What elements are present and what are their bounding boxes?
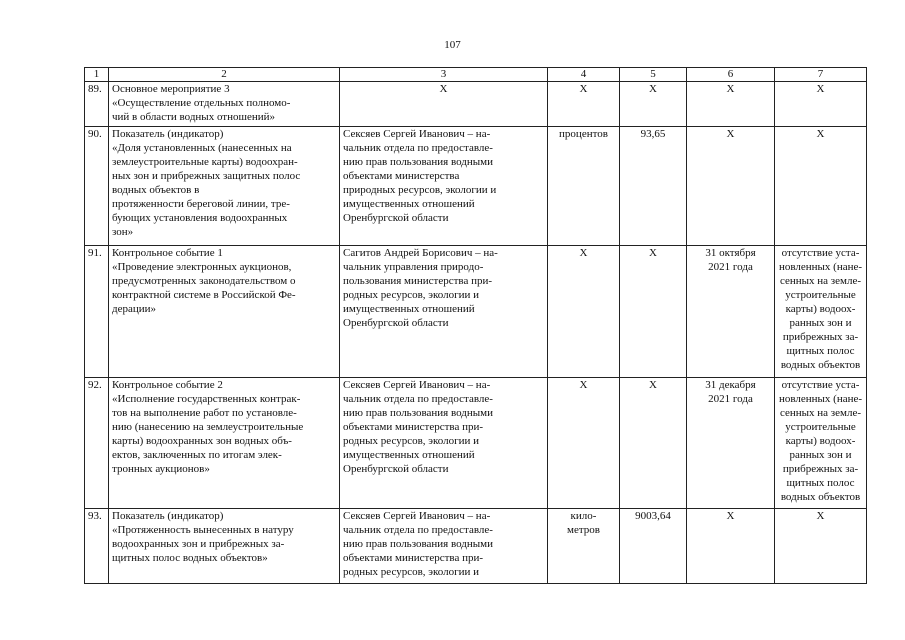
page-number: 107	[444, 39, 461, 51]
row-responsible: Х	[340, 82, 548, 127]
column-number: 4	[548, 68, 620, 82]
column-number: 6	[687, 68, 775, 82]
row-result: Х	[775, 127, 867, 246]
row-value: 93,65	[620, 127, 687, 246]
row-date: Х	[687, 509, 775, 584]
row-number: 92.	[85, 378, 109, 509]
column-number: 2	[109, 68, 340, 82]
row-responsible: Сексяев Сергей Иванович – на- чальник отдела по предоставле- нию прав пользования водными объектами министерства природных ресурсов, экологии и имущественных отношений Оренбургской области	[340, 127, 548, 246]
row-value: Х	[620, 82, 687, 127]
row-name: Показатель (индикатор) «Протяженность вынесенных в натуру водоохранных зон и прибрежных за- щитных полос водных объектов»	[109, 509, 340, 584]
row-responsible: Сексяев Сергей Иванович – на- чальник отдела по предоставле- нию прав пользования водными объектами министерства при- родных ресурсов, экологии и имущественных отношений Оренбургской области	[340, 378, 548, 509]
row-result: отсутствие уста- новленных (нане- сенных на земле- устроительные карты) водоох- ранных зон и прибрежных за- щитных полос водных объектов	[775, 378, 867, 509]
row-responsible: Сексяев Сергей Иванович – на- чальник отдела по предоставле- нию прав пользования водными объектами министерства при- родных ресурсов, экологии и	[340, 509, 548, 584]
row-unit: кило- метров	[548, 509, 620, 584]
row-name: Контрольное событие 2 «Исполнение государственных контрак- тов на выполнение работ по установле- нию (нанесению на землеустроительные карты) водоохранных зон водных объ- ектов, заключенных по итогам элек- тронных аукционов»	[109, 378, 340, 509]
row-unit: Х	[548, 246, 620, 378]
row-responsible: Сагитов Андрей Борисович – на- чальник управления природо- пользования министерства при- родных ресурсов, экологии и имущественных отношений Оренбургской области	[340, 246, 548, 378]
row-name: Основное мероприятие 3 «Осуществление отдельных полномо- чий в области водных отношений»	[109, 82, 340, 127]
row-number: 89.	[85, 82, 109, 127]
row-unit: Х	[548, 378, 620, 509]
row-date: 31 октября 2021 года	[687, 246, 775, 378]
row-date: Х	[687, 127, 775, 246]
table-row	[85, 82, 867, 127]
table-row	[85, 378, 867, 509]
row-date: 31 декабря 2021 года	[687, 378, 775, 509]
row-value: Х	[620, 246, 687, 378]
column-number: 7	[775, 68, 867, 82]
row-value: 9003,64	[620, 509, 687, 584]
row-number: 91.	[85, 246, 109, 378]
row-result: Х	[775, 509, 867, 584]
row-unit: процентов	[548, 127, 620, 246]
row-name: Контрольное событие 1 «Проведение электронных аукционов, предусмотренных законодательством о контрактной системе в Российской Фе- дерации»	[109, 246, 340, 378]
column-number: 3	[340, 68, 548, 82]
row-result: отсутствие уста- новленных (нане- сенных на земле- устроительные карты) водоох- ранных зон и прибрежных за- щитных полос водных объектов	[775, 246, 867, 378]
row-value: Х	[620, 378, 687, 509]
table-row	[85, 127, 867, 246]
row-number: 93.	[85, 509, 109, 584]
table-row	[85, 246, 867, 378]
column-number-row	[85, 68, 867, 82]
table-row	[85, 509, 867, 584]
row-unit: Х	[548, 82, 620, 127]
column-number: 5	[620, 68, 687, 82]
column-number: 1	[85, 68, 109, 82]
row-name: Показатель (индикатор) «Доля установленных (нанесенных на землеустроительные карты) водоохран- ных зон и прибрежных защитных полос водных объектов в протяженности береговой линии, тре- бующих установления водоохранных зон»	[109, 127, 340, 246]
row-result: Х	[775, 82, 867, 127]
plan-table	[84, 67, 867, 584]
row-number: 90.	[85, 127, 109, 246]
row-date: Х	[687, 82, 775, 127]
